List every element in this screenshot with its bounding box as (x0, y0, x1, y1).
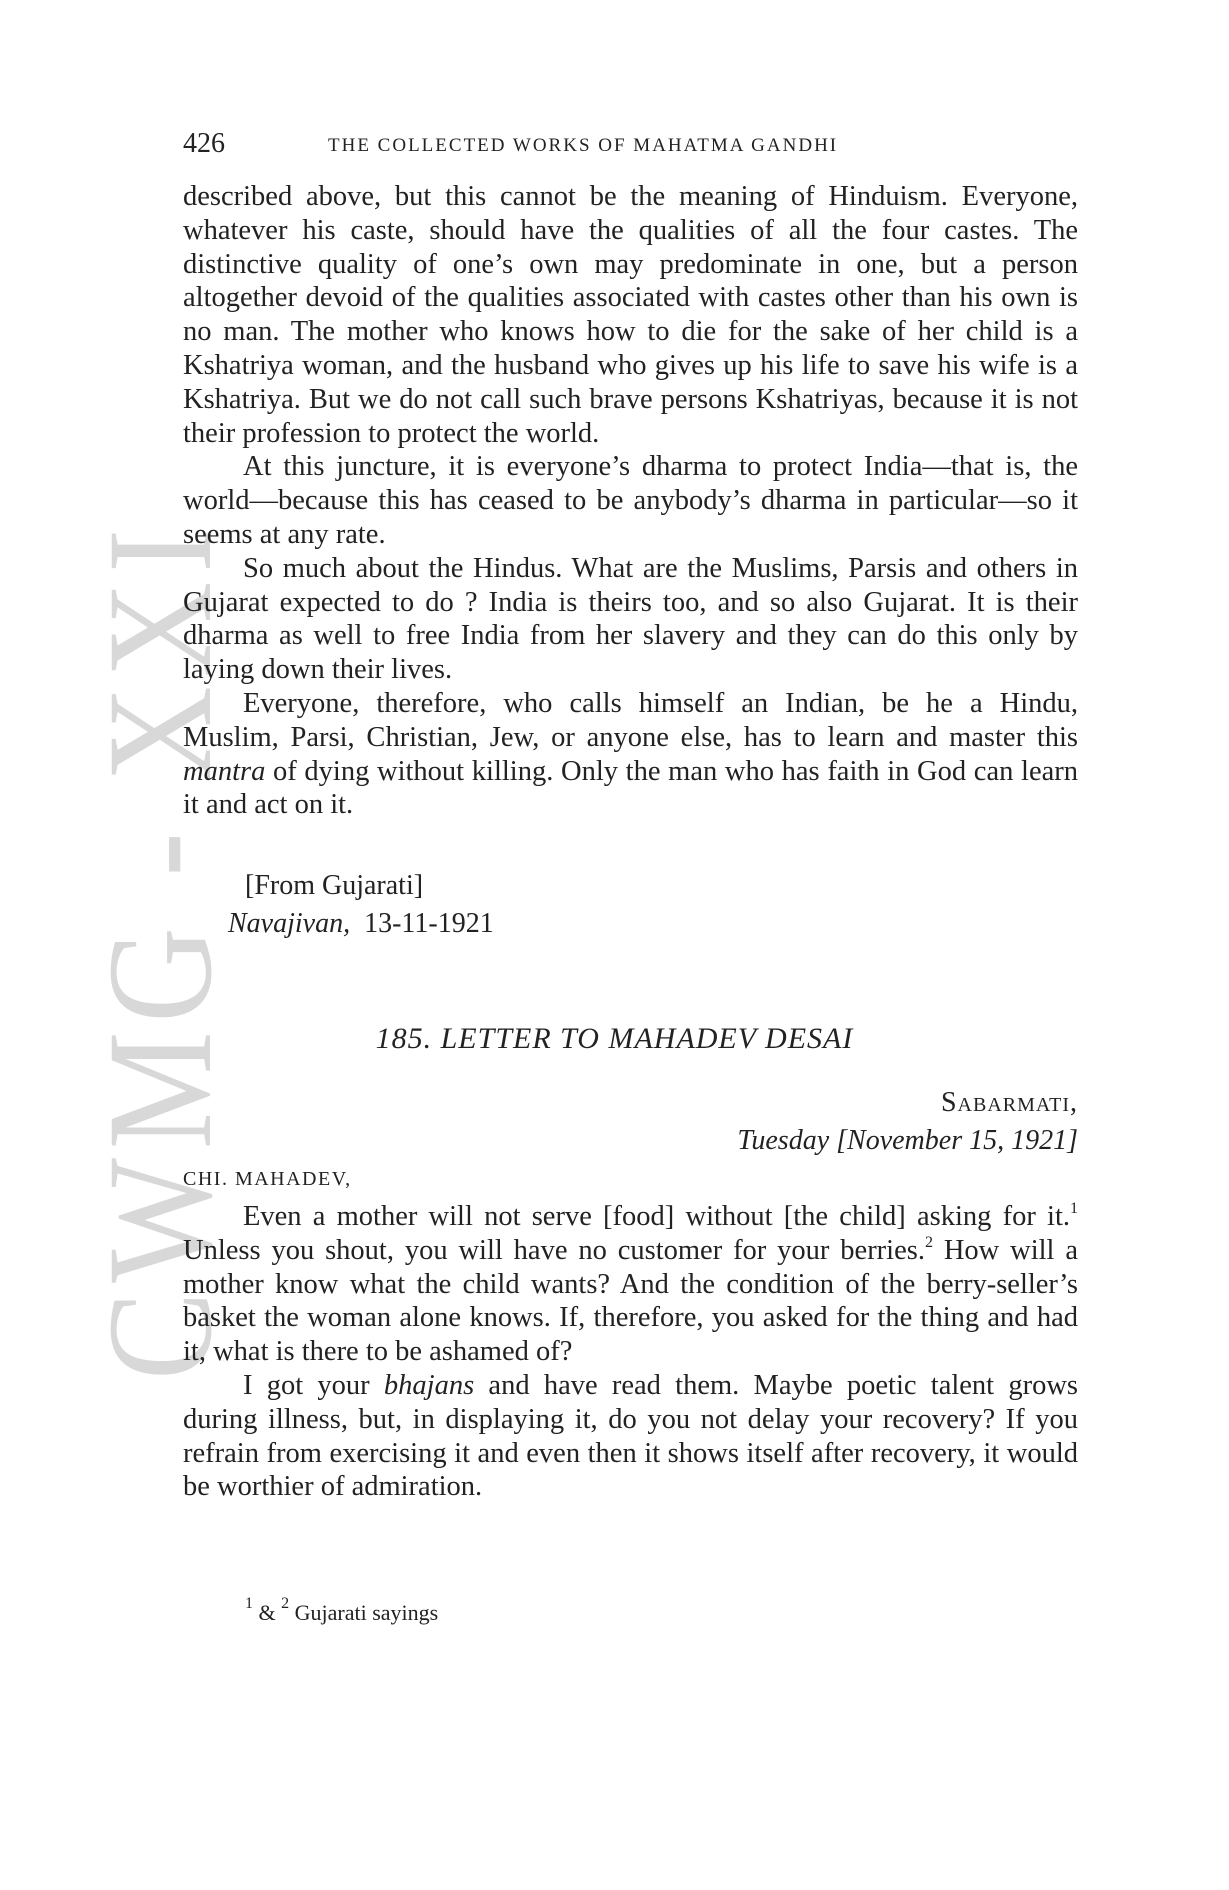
page-header (183, 128, 1078, 168)
footnote-mark-2: 2 (281, 1595, 290, 1612)
footnote-mark-1: 1 (245, 1595, 253, 1612)
source-language: [From Gujarati] (245, 870, 424, 901)
footnote-text: Gujarati sayings (289, 1600, 439, 1625)
letter-p2-text-b: and have read them. Maybe poetic talent grows during illness, but, in displaying it, do you not delay your recovery? If you refrain from exercising it and even then it shows itself after recovery, it would be worthier of admiration. (183, 1369, 1079, 1503)
article-continuation (183, 180, 1078, 822)
mantra-term: mantra (183, 755, 266, 787)
paragraph-3: So much about the Hindus. What are the Muslims, Parsis and others in Gujarat expected to do ? India is theirs too, and so also Gujarat. It is their dharma as well to free India from her slavery and they can do this only by laying down their lives. (183, 552, 1078, 686)
footnote-amp: & (253, 1600, 282, 1625)
footnote-ref-2: 2 (924, 1233, 933, 1251)
footnote (245, 1595, 439, 1626)
paragraph-1: described above, but this cannot be the meaning of Hinduism. Everyone, whatever his caste, should have the qualities of all the four castes. The distinctive quality of one’s own may predominate in one, but a person altogether devoid of the qualities associated with castes other than his own is no man. The mother who knows how to die for the sake of her child is a Kshatriya woman, and the husband who gives up his life to save his wife is a Kshatriya. But we do not call such brave persons Kshatriyas, because it is not their profession to protect the world. (183, 181, 1078, 449)
paragraph-4-text-a: Everyone, therefore, who calls himself an Indian, be he a Hindu, Muslim, Parsi, Christian, Jew, or anyone else, has to learn and master this (183, 687, 1078, 753)
watermark-text: CWMG X (100, 583, 243, 1380)
letter-date-bracketed: [November 15, 1921] (836, 1125, 1078, 1156)
letter-paragraph-2 (183, 1369, 1078, 1504)
paragraph-4 (183, 687, 1078, 822)
letter-heading: 185. LETTER TO MAHADEV DESAI (375, 1022, 854, 1055)
letter-day: Tuesday (737, 1125, 830, 1156)
publication-date: 13-11-1921 (364, 908, 494, 939)
source-citation (228, 867, 494, 943)
bhajans-term: bhajans (383, 1369, 475, 1401)
letter-place-date (737, 1084, 1078, 1160)
letter-p1-text-c: How will a mother know what the child wants? And the condition of the berry-seller’s basket the woman alone knows. If, therefore, you asked for the thing and had it, what is there to be ashamed of? (183, 1234, 1078, 1368)
source-publication (228, 905, 494, 943)
paragraph-4-text-b: of dying without killing. Only the man who has faith in God can learn it and act on it. (183, 755, 1078, 821)
letter-body (183, 1200, 1078, 1504)
letter-date (737, 1122, 1078, 1160)
running-title: THE COLLECTED WORKS OF MAHATMA GANDHI (328, 135, 839, 156)
letter-p1-text-a: Even a mother will not serve [food] without [the child] asking for it. (243, 1201, 1070, 1232)
letter-p2-text-a: I got your (243, 1369, 384, 1401)
publication-title: Navajivan, (228, 908, 351, 939)
page-number: 426 (183, 128, 225, 159)
letter-place: Sabarmati, (940, 1087, 1078, 1118)
footnote-ref-1: 1 (1070, 1200, 1078, 1217)
letter-p1-text-b: Unless you shout, you will have no customer for your berries. (183, 1234, 925, 1266)
letter-salutation: CHI. MAHADEV, (183, 1168, 352, 1190)
letter-paragraph-1 (183, 1200, 1078, 1369)
paragraph-2: At this juncture, it is everyone’s dharma to protect India—that is, the world—because this has ceased to be anybody’s dharma in particular—so it seems at any rate. (183, 451, 1078, 550)
